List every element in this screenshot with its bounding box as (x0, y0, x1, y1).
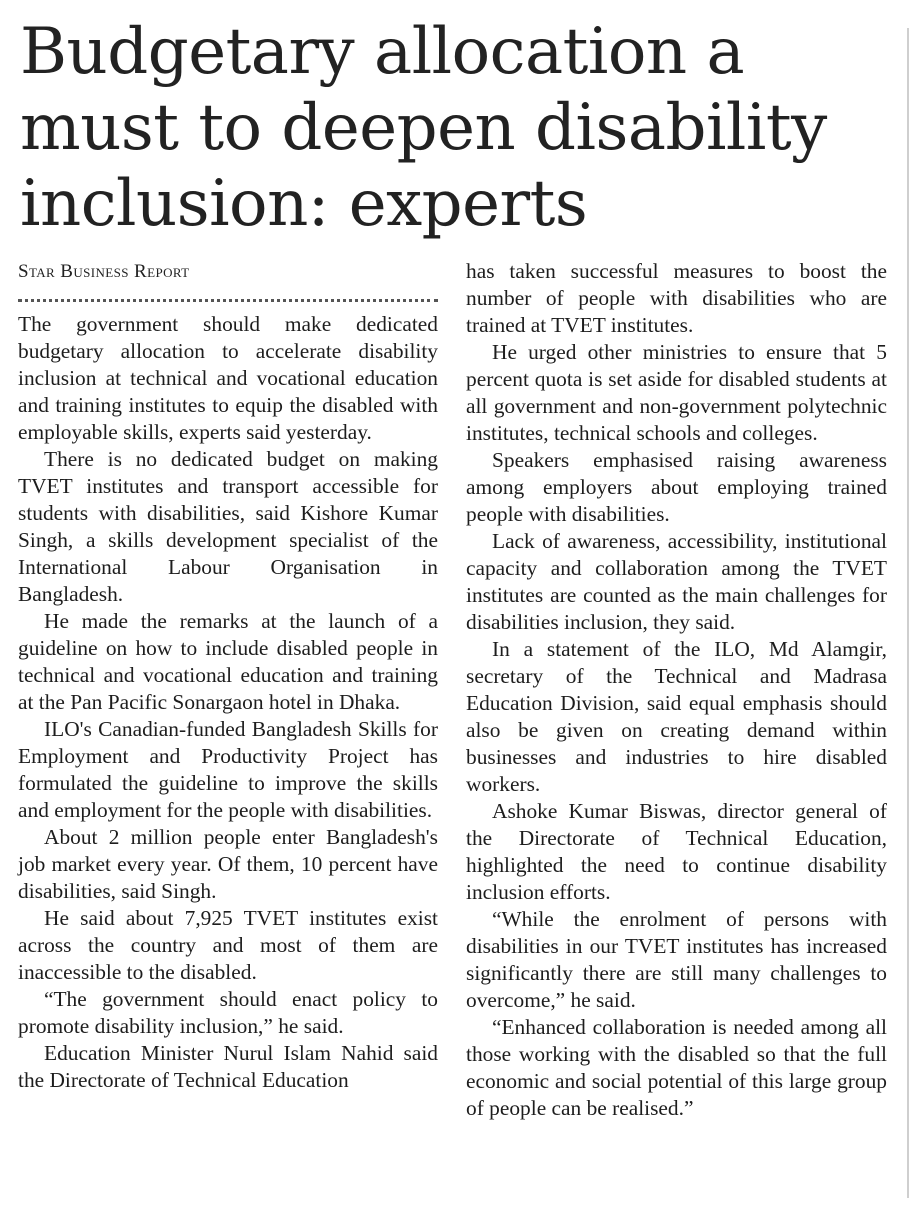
paragraph: Lack of awareness, accessibility, institutional capacity and collaboration among the TVET institutes are counted as the main challenges for disabilities inclusion, they said. (466, 529, 887, 634)
paragraph: “Enhanced collaboration is needed among all those working with the disabled so that the full economic and social potential of this large group of people can be realised.” (466, 1015, 887, 1120)
headline: Budgetary allocation a must to deepen disability inclusion: experts (20, 15, 827, 241)
article-column-1 (18, 258, 438, 1094)
paragraph: He urged other ministries to ensure that 5 percent quota is set aside for disabled students at all government and non-government polytechnic institutes, technical schools and colleges. (466, 340, 887, 445)
paragraph: In a statement of the ILO, Md Alamgir, secretary of the Technical and Madrasa Education Division, said equal emphasis should also be given on creating demand within businesses and industries to hire disabled workers. (466, 637, 887, 796)
paragraph: “While the enrolment of persons with disabilities in our TVET institutes has increased significantly there are still many challenges to overcome,” he said. (466, 907, 887, 1012)
paragraph: About 2 million people enter Bangladesh's job market every year. Of them, 10 percent have disabilities, said Singh. (18, 825, 438, 903)
article-column-2 (466, 258, 887, 1122)
paragraph: Speakers emphasised raising awareness among employers about employing trained people with disabilities. (466, 448, 887, 526)
paragraph: “The government should enact policy to promote disability inclusion,” he said. (18, 987, 438, 1038)
column-divider (907, 28, 909, 1198)
paragraph: The government should make dedicated budgetary allocation to accelerate disability inclusion at technical and vocational education and training institutes to equip the disabled with employable skills, experts said yesterday. (18, 312, 438, 444)
paragraph: Education Minister Nurul Islam Nahid said the Directorate of Technical Education (18, 1041, 438, 1092)
paragraph: He said about 7,925 TVET institutes exist across the country and most of them are inaccessible to the disabled. (18, 906, 438, 984)
paragraph: There is no dedicated budget on making TVET institutes and transport accessible for students with disabilities, said Kishore Kumar Singh, a skills development specialist of the International Labour Organisation in Bangladesh. (18, 447, 438, 606)
dotted-rule (18, 299, 438, 306)
paragraph: ILO's Canadian-funded Bangladesh Skills for Employment and Productivity Project has formulated the guideline to improve the skills and employment for the people with disabilities. (18, 717, 438, 822)
paragraph: He made the remarks at the launch of a guideline on how to include disabled people in technical and vocational education and training at the Pan Pacific Sonargaon hotel in Dhaka. (18, 609, 438, 714)
paragraph: Ashoke Kumar Biswas, director general of the Directorate of Technical Education, highlighted the need to continue disability inclusion efforts. (466, 799, 887, 904)
byline: Star Business Report (18, 261, 190, 282)
paragraph: has taken successful measures to boost the number of people with disabilities who are trained at TVET institutes. (466, 259, 887, 337)
